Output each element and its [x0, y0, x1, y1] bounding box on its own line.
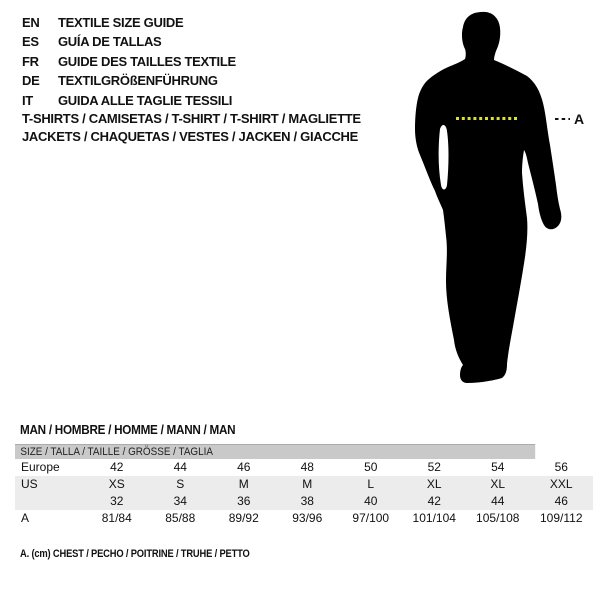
- language-label: TEXTILE SIZE GUIDE: [58, 15, 184, 30]
- size-table-row: [15, 510, 593, 527]
- size-table-cell: 42: [427, 494, 441, 508]
- language-label: GUÍA DE TALLAS: [58, 34, 162, 50]
- size-table-row: [15, 493, 593, 510]
- man-silhouette: [415, 12, 561, 383]
- language-row: [22, 32, 236, 51]
- size-table-cell: 44: [173, 460, 187, 474]
- size-table-cell: XL: [426, 477, 442, 491]
- category-lines: [22, 110, 361, 145]
- language-row: [22, 52, 236, 71]
- size-table-cell: 105/108: [476, 511, 520, 525]
- size-table-cell: 54: [491, 460, 505, 474]
- language-row: [22, 91, 236, 110]
- size-table-cell: 81/84: [101, 511, 132, 525]
- size-table-cell: 46: [554, 494, 568, 508]
- size-table-cell: XS: [108, 477, 125, 491]
- size-table-cell: 85/88: [165, 511, 196, 525]
- size-table-cell: M: [302, 477, 313, 491]
- language-code: IT: [22, 92, 33, 108]
- language-row: [22, 13, 236, 32]
- language-row: [22, 71, 236, 90]
- measure-label-a: A: [574, 111, 585, 127]
- size-table-cell: L: [367, 477, 375, 491]
- language-code: EN: [22, 15, 40, 30]
- language-label: GUIDE DES TAILLES TEXTILE: [58, 53, 236, 69]
- size-table-cell: XXL: [549, 477, 573, 491]
- size-table-cell: 44: [491, 494, 505, 508]
- size-table-row: [15, 459, 593, 476]
- size-table-cell: 40: [364, 494, 378, 508]
- language-label: TEXTILGRÖßENFÜHRUNG: [58, 73, 218, 89]
- size-table-cell: 38: [300, 494, 314, 508]
- size-table-cell: M: [238, 477, 249, 491]
- man-silhouette-svg: [400, 5, 590, 395]
- size-table-cell: 32: [110, 494, 124, 508]
- size-table-body: [15, 459, 593, 527]
- size-table-cell: 89/92: [228, 511, 259, 525]
- section-title-man: MAN / HOMBRE / HOMME / MANN / MAN: [20, 422, 236, 437]
- size-table-cell: 34: [173, 494, 187, 508]
- size-table-row-label: A: [21, 511, 30, 525]
- size-table-header: SIZE / TALLA / TAILLE / GRÖSSE / TAGLIA: [15, 444, 535, 459]
- size-table-cell: 56: [554, 460, 568, 474]
- size-table-cell: 52: [427, 460, 441, 474]
- size-table-cell: 42: [110, 460, 124, 474]
- size-table-cell: 36: [237, 494, 251, 508]
- language-code: DE: [22, 73, 40, 89]
- category-tshirts: T-SHIRTS / CAMISETAS / T-SHIRT / T-SHIRT / MAGLIETTE: [22, 111, 361, 126]
- language-list: [22, 13, 236, 110]
- size-table-row-label: Europe: [21, 460, 60, 474]
- man-silhouette-figure: [400, 5, 590, 395]
- size-table-cell: 50: [364, 460, 378, 474]
- size-table-cell: 93/96: [292, 511, 323, 525]
- size-table-row-label: US: [21, 477, 38, 491]
- size-table: [15, 444, 593, 527]
- size-table-cell: 101/104: [412, 511, 456, 525]
- measurement-footnote: A. (cm) CHEST / PECHO / POITRINE / TRUHE / PETTO: [20, 548, 250, 560]
- size-table-cell: S: [176, 477, 185, 491]
- category-jackets: JACKETS / CHAQUETAS / VESTES / JACKEN / GIACCHE: [22, 128, 358, 144]
- size-table-cell: XL: [490, 477, 506, 491]
- size-table-cell: 109/112: [540, 511, 583, 525]
- size-table-row-label: [15, 493, 85, 510]
- size-table-cell: 97/100: [352, 511, 390, 525]
- size-table-cell: 46: [237, 460, 251, 474]
- language-label: GUIDA ALLE TAGLIE TESSILI: [58, 92, 233, 108]
- size-table-cell: 48: [300, 460, 314, 474]
- language-code: ES: [22, 34, 39, 50]
- size-table-row: [15, 476, 593, 493]
- language-code: FR: [22, 53, 39, 69]
